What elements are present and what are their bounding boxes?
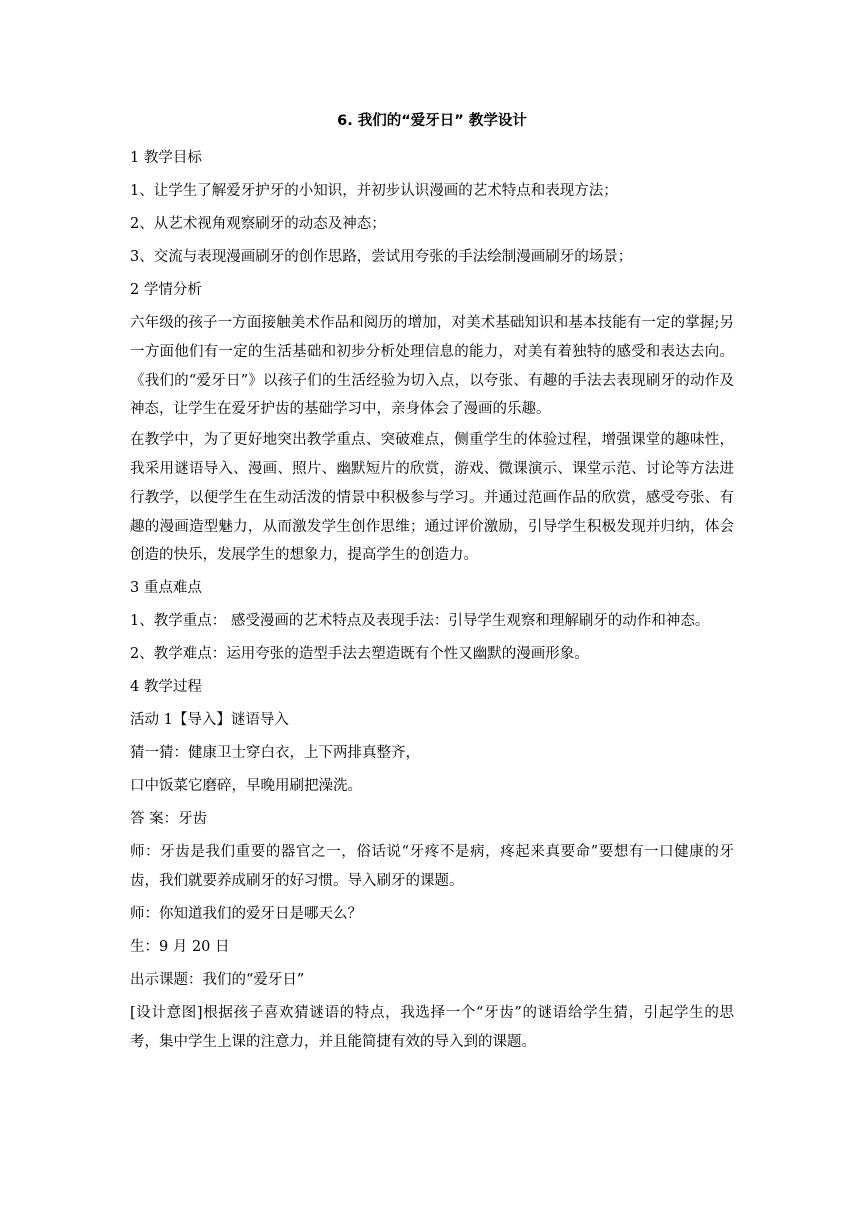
activity-title: 活动 1【导入】谜语导入 (130, 712, 289, 729)
section-heading-process: 4 教学过程 (130, 679, 202, 696)
analysis-paragraph-2: 在教学中，为了更好地突出教学重点、突破难点，侧重学生的体验过程，增强课堂的趣味性，我采用谜语导入、漫画、照片、幽默短片的欣赏，游戏、微课演示、课堂示范、讨论等方法进行教学，以便学生在生动活泼的情景中积极参与学习。并通过范画作品的欣赏，感受夸张、有趣的漫画造型魅力，从而激发学生创作思维；通过评价激励，引导学生积极发现并归纳，体会创造的快乐，发展学生的想象力，提高学生的创造力。 (130, 432, 734, 564)
document-page (130, 108, 734, 1058)
objective-item-1: 1、让学生了解爱牙护牙的小知识，并初步认识漫画的艺术特点和表现方法； (130, 183, 618, 199)
riddle-answer: 答 案：牙齿 (130, 811, 208, 828)
student-answer: 生：9 月 20 日 (130, 938, 230, 955)
section-heading-objectives: 1 教学目标 (130, 150, 202, 166)
teacher-statement-2: 师：你知道我们的爱牙日是哪天么？ (130, 905, 362, 922)
riddle-line-2: 口中饭菜它磨碎，早晚用刷把澡洗。 (130, 778, 362, 795)
key-point-item-2: 2、教学难点：运用夸张的造型手法去塑造既有个性又幽默的漫画形象。 (130, 646, 589, 663)
objective-item-2: 2、从艺术视角观察刷牙的动态及神态； (130, 216, 386, 232)
riddle-line-1: 猜一猜：健康卫士穿白衣，上下两排真整齐， (130, 745, 420, 762)
document-title: 6. 我们的“爱牙日” 教学设计 (337, 113, 527, 129)
section-heading-analysis: 2 学情分析 (130, 282, 202, 298)
design-intent: [设计意图]根据孩子喜欢猜谜语的特点，我选择一个“牙齿”的谜语给学生猜，引起学生的思考，集中学生上课的注意力，并且能简捷有效的导入到的课题。 (130, 1004, 734, 1050)
teacher-statement-1: 师：牙齿是我们重要的器官之一，俗话说“牙疼不是病，疼起来真要命”要想有一口健康的牙齿，我们就要养成刷牙的好习惯。导入刷牙的课题。 (130, 844, 734, 889)
lesson-topic: 出示课题：我们的“爱牙日” (130, 971, 305, 988)
analysis-paragraph-1: 六年级的孩子一方面接触美术作品和阅历的增加，对美术基础知识和基本技能有一定的掌握;另一方面他们有一定的生活基础和初步分析处理信息的能力，对美有着独特的感受和表达去向。《我们的“爱牙日”》以孩子们的生活经验为切入点，以夸张、有趣的手法去表现刷牙的动作及神态，让学生在爱牙护齿的基础学习中，亲身体会了漫画的乐趣。 (130, 315, 734, 418)
objective-item-3: 3、交流与表现漫画刷牙的创作思路，尝试用夸张的手法绘制漫画刷牙的场景； (130, 249, 633, 265)
section-heading-key-points: 3 重点难点 (130, 580, 202, 597)
key-point-item-1: 1、教学重点： 感受漫画的艺术特点及表现手法：引导学生观察和理解刷牙的动作和神态。 (130, 613, 710, 630)
